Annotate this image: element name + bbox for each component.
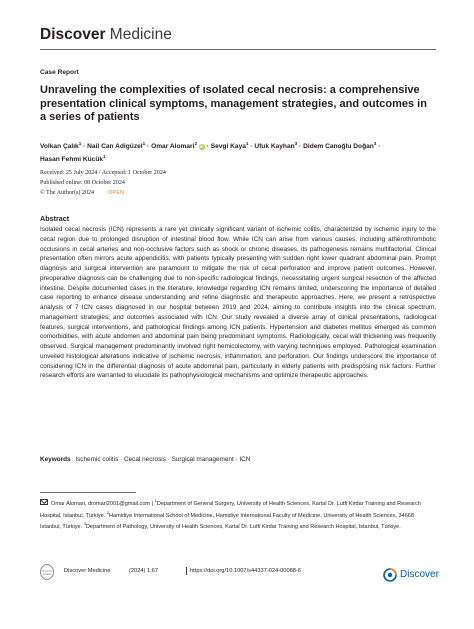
abstract-heading: Abstract	[40, 214, 70, 223]
doi-link[interactable]: https://doi.org/10.1007/s44337-024-00088-6	[190, 568, 301, 574]
author[interactable]: Volkan Çalık	[40, 143, 79, 151]
author[interactable]: Sevgi Kaya	[210, 143, 246, 151]
journal-name	[40, 26, 172, 44]
abstract-text: Isolated cecal necrosis (ICN) represents a rare yet clinically significant variant of ischemic colitis, characterized by ischemic injury to the cecal region due to prolonged disruption of intestinal blood flow. While ICN can arise from various causes, including atherothrombotic occlusions in cecal arteries and non-occlusive factors such as shock or chronic diseases, its pathogenesis remains multifactorial. Clinical presentation often mirrors acute appendicitis, with patients typically presenting with sudden right lower quadrant abdominal pain. Prompt diagnosis and surgical intervention are paramount to mitigate the risk of cecal perforation and improve patient outcomes. However, preoperative diagnosis can be challenging due to non-specific radiological findings, necessitating urgent surgical resection of the affected intestine. Despite documented cases in the literature, knowledge regarding ICN remains limited, underscoring the importance of detailed case reporting to enhance disease understanding and refine diagnostic and therapeutic approaches. Here, we present a retrospective analysis of 7 ICN cases diagnosed in our hospital between 2019 and 2024, aiming to contribute insights into the clinical spectrum, management strategies, and outcomes associated with ICN. Our study revealed a diverse array of clinical presentations, radiological features, surgical interventions, and pathological findings among ICN patients. Hypertension and diabetes mellitus emerged as common comorbidities, with acute abdomen and abdominal pain being predominant symptoms. Radiologically, cecal wall thickening was frequently observed. Surgical management predominantly involved right hemicolectomy, with varying techniques employed. Pathological examination unveiled histological alterations indicative of ischemic necrosis, inflammation, and perforation. Our findings underscore the importance of considering ICN in the differential diagnosis of acute abdominal pain, particularly in elderly patients with predisposing risk factors. Further research efforts are warranted to elucidate its pathophysiological mechanisms and optimize therapeutic approaches.	[40, 226, 436, 380]
check-for-updates-badge[interactable]: Check for updates	[40, 564, 54, 580]
author[interactable]: Nail Can Adigüzel	[87, 143, 143, 151]
header-divider	[40, 49, 436, 50]
discover-logo-icon	[383, 568, 397, 582]
footer-journal: Discover Medicine	[64, 568, 111, 574]
author[interactable]: Omar Alomari	[151, 143, 195, 151]
keywords	[40, 455, 436, 464]
copyright-text: © The Author(s) 2024	[40, 190, 95, 196]
open-access-badge[interactable]: OPEN	[108, 190, 124, 196]
received-accepted-dates: Received: 25 July 2024 / Accepted: 1 October 2024	[40, 170, 166, 176]
journal-name-regular: Medicine	[109, 26, 172, 43]
corresponding-author[interactable]: Omar Alomari, dromari2001@gmail.com |	[51, 500, 154, 507]
orcid-icon[interactable]: iD	[199, 143, 204, 149]
author-list: Volkan Çalık$^1$ · Nail Can Adigüzel$^1$ · Omar Alomari$^2$ iD · Sevgi Kaya$^1$ · Ufuk Kayhan$^3$ · Didem Canoğlu Doğan$^3$ · Hasan Fehmi Kücük$^1$	[40, 141, 381, 164]
author-affiliation: 1	[103, 154, 106, 160]
affiliation-3: Department of Pathology, University of Health Sciences, Kartal Dr. Lutfi Kirdar Training and Research Hospital, Istanbul, Türkiye.	[85, 524, 401, 531]
affiliation-1: Department of General Surgery, University of Health Sciences, Kartal Dr. Lutfi Kirdar Training and Research Hospital, Istanbul, Türkiye.	[40, 500, 421, 519]
footer-separator	[186, 567, 187, 575]
author[interactable]: Didem Canoğlu Doğan	[303, 143, 374, 151]
author-affiliation: 3	[373, 141, 377, 146]
copyright-line	[40, 189, 436, 198]
footnote: Omar Alomari, dromari2001@gmail.com | $^1$Department of General Surgery, University of Health Sciences, Kartal Dr. Lutfi Kirdar Training and Research Hospital, Istanbul, Türkiye. $^2$Hamidiye International School of Medicine, Hamidiye International Faculty of Medicine, University of Health Sciences, 34668 Istanbul, Türkiye. $^3$Department of Pathology, University of Health Sciences, Kartal Dr. Lutfi Kirdar Training and Research Hospital, Istanbul, Türkiye.	[40, 498, 421, 531]
author-affiliation: 1	[78, 141, 82, 146]
author-affiliation: 3	[294, 141, 298, 146]
affiliation-2: Hamidiye International School of Medicine, Hamidiye International Faculty of Medicine, University of Health Sciences, 34668 Istanbul, Türkiye.	[40, 512, 414, 531]
author[interactable]: Hasan Fehmi Kücük	[40, 156, 104, 164]
author-affiliation: 1	[245, 141, 249, 146]
publisher-logo-text: Discover	[400, 569, 439, 580]
published-date: Published online: 08 October 2024	[40, 180, 125, 186]
journal-name-bold: Discover	[40, 26, 106, 43]
author-affiliation: 1	[142, 141, 146, 146]
keywords-label: Keywords	[40, 456, 71, 463]
author[interactable]: Ufuk Kayhan	[254, 143, 295, 151]
footnote-divider	[40, 492, 136, 493]
keywords-text: Ischemic colitis · Cecal necrosis · Surgical management · ICN	[75, 456, 251, 463]
article-type: Case Report	[40, 69, 79, 76]
article-title: Unraveling the complexities of ısolated cecal necrosis: a comprehensive presentation clinical symptoms, management strategies, and outcomes in a series of patients	[40, 84, 427, 124]
envelope-icon	[40, 499, 48, 505]
author-affiliation: 2	[194, 141, 197, 146]
footer-citation: (2024) 1:67	[129, 568, 159, 574]
